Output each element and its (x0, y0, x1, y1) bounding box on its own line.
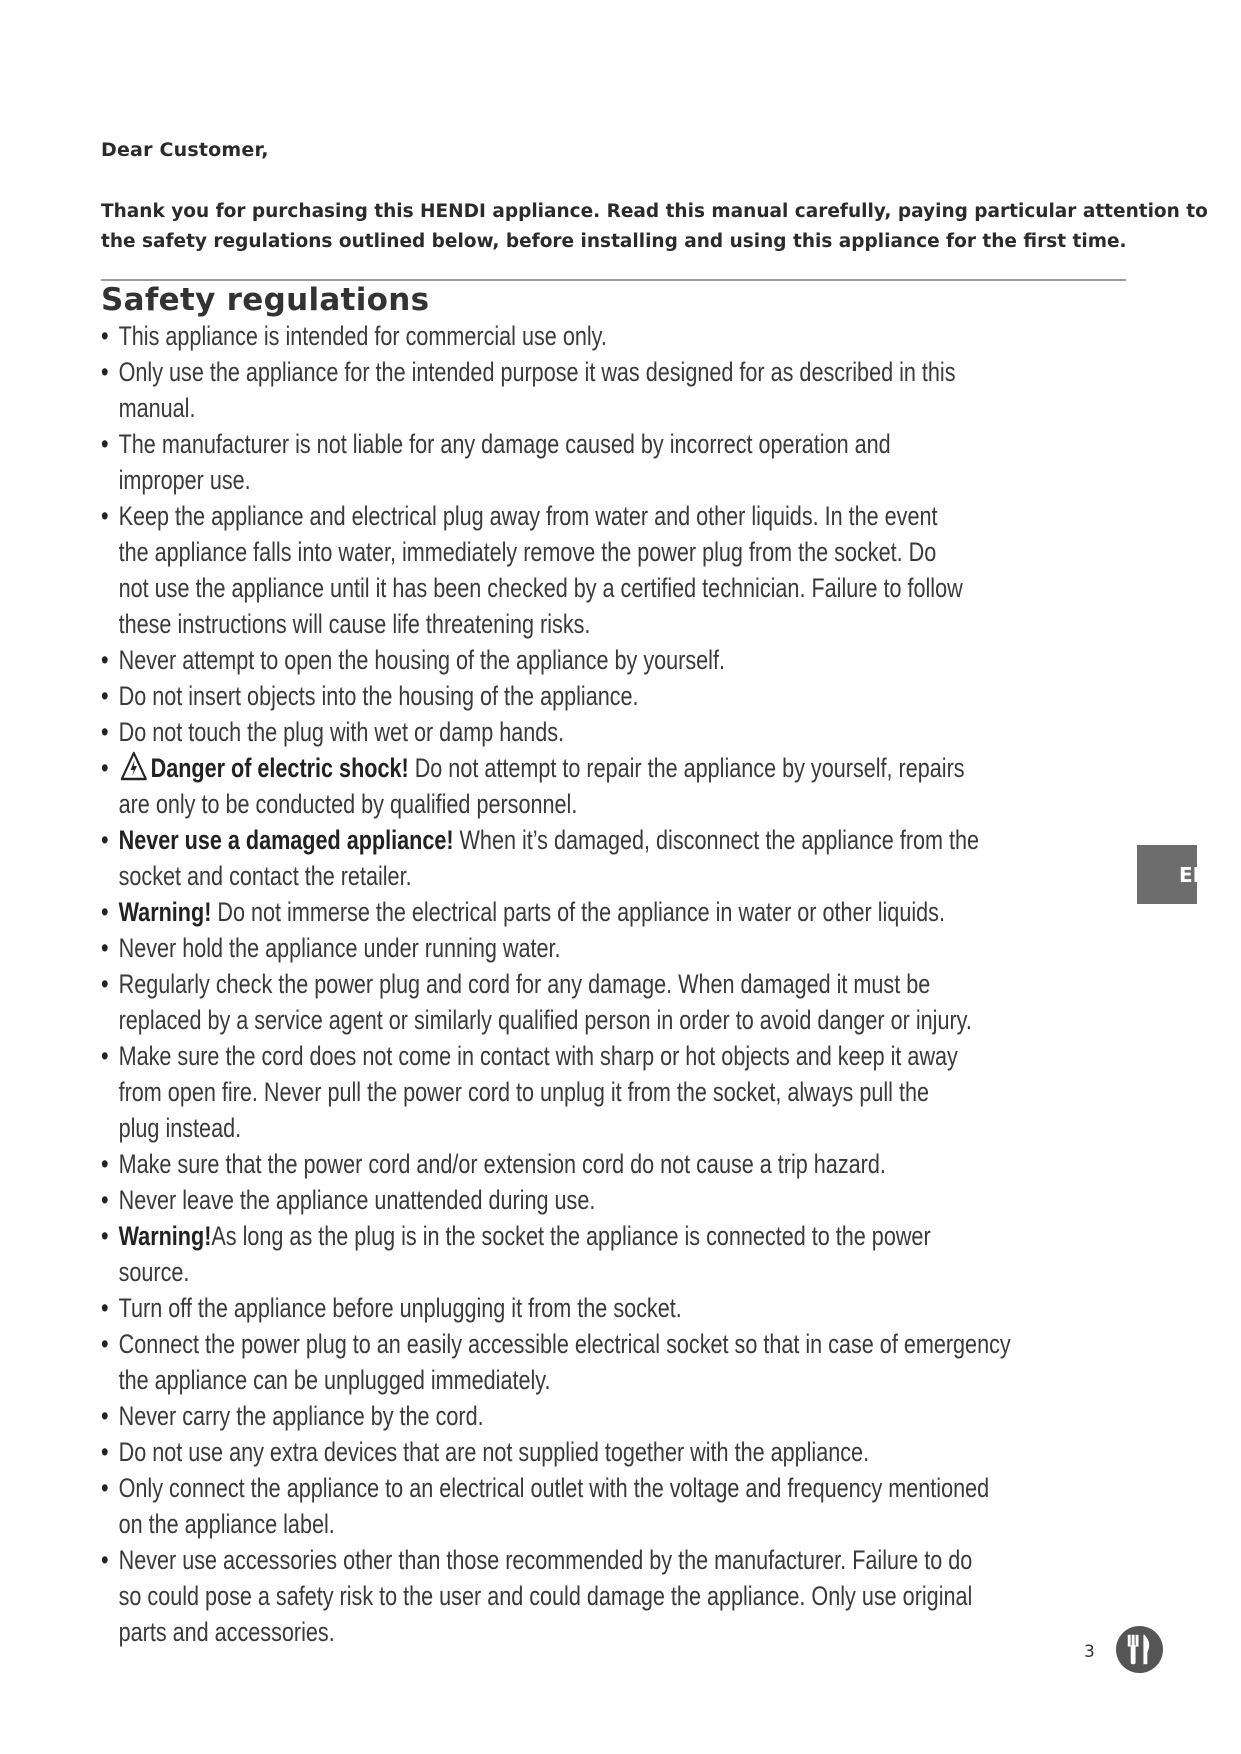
rule-line: • Make sure that the power cord and/or extension cord do not cause a trip hazard. (118, 1149, 886, 1179)
rule-line: parts and accessories. (118, 1617, 335, 1647)
safety-rule-item (101, 678, 949, 714)
safety-rules-list (101, 318, 1011, 1650)
rule-line: improper use. (118, 465, 251, 495)
rule-line: • Turn off the appliance before unplugging it from the socket. (118, 1293, 682, 1323)
rule-line: • Do not insert objects into the housing of the appliance. (118, 681, 639, 711)
safety-rule-item (101, 930, 949, 966)
safety-rule-item (101, 318, 949, 354)
intro-line: Thank you for purchasing this HENDI appliance. Read this manual carefully, paying particular attention to (101, 201, 1208, 222)
safety-rule-item (101, 1326, 1011, 1398)
greeting: Dear Customer, (101, 139, 269, 161)
rule-line: • This appliance is intended for commercial use only. (118, 321, 607, 351)
safety-rule-item (101, 1146, 949, 1182)
rule-line: so could pose a safety risk to the user and could damage the appliance. Only use original (118, 1581, 973, 1611)
rule-text: When it’s damaged, disconnect the appliance from the (453, 825, 980, 855)
rule-line: • Regularly check the power plug and cord for any damage. When damaged it must be (118, 969, 931, 999)
rule-emphasis: Warning! (118, 897, 212, 927)
safety-rule-item (101, 354, 956, 426)
safety-rule-item (101, 1470, 990, 1542)
rule-line: • Never hold the appliance under running water. (118, 933, 561, 963)
rule-line: • Do not use any extra devices that are not supplied together with the appliance. (118, 1437, 870, 1467)
rule-line: • Never carry the appliance by the cord. (118, 1401, 484, 1431)
safety-rule-item (101, 1542, 973, 1650)
rule-line: • Only connect the appliance to an electrical outlet with the voltage and frequency mentioned (118, 1473, 990, 1503)
rule-line: these instructions will cause life threatening risks. (118, 609, 591, 639)
rule-emphasis: Danger of electric shock! (150, 753, 409, 783)
rule-text: As long as the plug is in the socket the appliance is connected to the power (211, 1221, 931, 1251)
rule-line: • Make sure the cord does not come in contact with sharp or hot objects and keep it away (118, 1041, 958, 1071)
rule-line: the appliance can be unplugged immediately. (118, 1365, 551, 1395)
rule-line (119, 1218, 949, 1254)
rule-line (119, 894, 949, 930)
language-tab (1137, 845, 1210, 904)
rule-line: • Never leave the appliance unattended during use. (118, 1185, 596, 1215)
rule-line: on the appliance label. (118, 1509, 335, 1539)
rule-line: • Never use accessories other than those recommended by the manufacturer. Failure to do (118, 1545, 973, 1575)
rule-emphasis: Never use a damaged appliance! (118, 825, 454, 855)
section-title: Safety regulations (101, 282, 430, 318)
rule-line: socket and contact the retailer. (118, 861, 412, 891)
rule-line: source. (118, 1257, 190, 1287)
intro-paragraph (101, 197, 1208, 257)
rule-line: • Only use the appliance for the intended purpose it was designed for as described in this (118, 357, 956, 387)
safety-rule-item (101, 1038, 958, 1146)
safety-rule-item (101, 966, 972, 1038)
rule-line: • Never attempt to open the housing of the appliance by yourself. (118, 645, 725, 675)
rule-line (118, 822, 980, 858)
hendi-logo-icon (1115, 1625, 1164, 1674)
divider-line (101, 279, 1126, 281)
rule-line: from open fire. Never pull the power cord to unplug it from the socket, always pull the (118, 1077, 930, 1107)
rule-line: not use the appliance until it has been checked by a certified technician. Failure to follow (118, 573, 963, 603)
safety-rule-item (101, 498, 963, 642)
safety-rule-item (101, 1218, 949, 1290)
rule-line: are only to be conducted by qualified personnel. (118, 789, 578, 819)
rule-line: • Keep the appliance and electrical plug away from water and other liquids. In the event (118, 501, 938, 531)
safety-rule-item (101, 642, 949, 678)
rule-line: manual. (118, 393, 196, 423)
rule-line: • The manufacturer is not liable for any damage caused by incorrect operation and (118, 429, 891, 459)
rule-emphasis: Warning! (118, 1221, 212, 1251)
rule-line: replaced by a service agent or similarly qualified person in order to avoid danger or injury. (118, 1005, 972, 1035)
safety-rule-item (101, 1434, 949, 1470)
rule-text: Do not attempt to repair the appliance by yourself, repairs (408, 753, 965, 783)
rule-line (119, 750, 965, 786)
language-tab-label: EN (1179, 863, 1210, 887)
safety-rule-item (101, 822, 980, 894)
rule-text: Do not immerse the electrical parts of the appliance in water or other liquids. (211, 897, 945, 927)
rule-line: the appliance falls into water, immediately remove the power plug from the socket. Do (118, 537, 937, 567)
electric-shock-warning-icon (120, 751, 147, 781)
safety-rule-item (101, 1182, 949, 1218)
rule-line: • Connect the power plug to an easily accessible electrical socket so that in case of emergency (118, 1329, 1011, 1359)
safety-rule-item (101, 1398, 949, 1434)
safety-rule-item (101, 750, 965, 822)
page-number: 3 (1084, 1642, 1095, 1662)
safety-rule-item (101, 894, 949, 930)
safety-rule-item (101, 714, 949, 750)
intro-line: the safety regulations outlined below, before installing and using this appliance for the first time. (101, 231, 1127, 252)
safety-rule-item (101, 1290, 949, 1326)
rule-line: plug instead. (118, 1113, 242, 1143)
safety-rule-item (101, 426, 949, 498)
rule-line: • Do not touch the plug with wet or damp hands. (118, 717, 565, 747)
